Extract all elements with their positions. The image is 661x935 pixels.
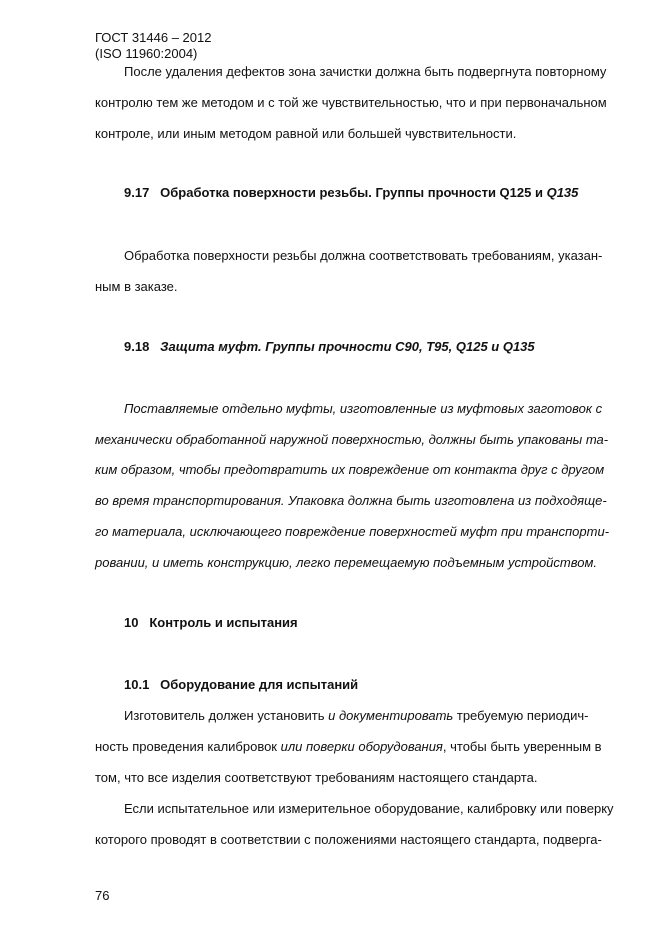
heading-9-18 xyxy=(124,339,535,355)
s918-line-5: го материала, исключающего повреждение поверхностей муфт при транспорти- xyxy=(95,524,610,539)
s101-p1-line-2-italic: или поверки оборудования xyxy=(280,739,443,754)
heading-10-number: 10 xyxy=(124,615,139,630)
s101-p1-line-1-italic: и документировать xyxy=(328,708,454,723)
heading-10-title: Контроль и испытания xyxy=(149,615,298,630)
intro-line-3: контроле, или иным методом равной или большей чувствительности. xyxy=(95,126,517,141)
heading-9-18-number: 9.18 xyxy=(124,339,150,354)
s101-p1-line-2 xyxy=(95,739,602,755)
s918-line-2: механически обработанной наружной поверхностью, должны быть упакованы та- xyxy=(95,432,609,447)
s917-line-1: Обработка поверхности резьбы должна соответствовать требованиям, указан- xyxy=(124,248,603,263)
s101-p1-line-1-c: требуемую периодич- xyxy=(453,708,589,723)
header-standard: ГОСТ 31446 – 2012 xyxy=(95,30,212,45)
heading-9-18-title: Защита муфт. Группы прочности С90, Т95, Q125 и Q135 xyxy=(160,339,535,354)
heading-9-17-title-italic: Q135 xyxy=(546,185,579,200)
s101-p1-line-1 xyxy=(124,708,588,724)
heading-10 xyxy=(124,615,298,631)
s918-line-4: во время транспортирования. Упаковка должна быть изготовлена из подходяще- xyxy=(95,493,607,508)
s918-line-3: ким образом, чтобы предотвратить их повреждение от контакта друг с другом xyxy=(95,462,605,477)
heading-9-17-number: 9.17 xyxy=(124,185,150,200)
s918-line-1: Поставляемые отдельно муфты, изготовленные из муфтовых заготовок с xyxy=(124,401,603,416)
heading-9-17 xyxy=(124,185,578,201)
s101-p1-line-2-a: ность проведения калибровок xyxy=(95,739,281,754)
header-iso: (ISO 11960:2004) xyxy=(95,46,198,61)
s101-p2-line-2: которого проводят в соответствии с положениями настоящего стандарта, подверга- xyxy=(95,832,602,847)
s101-p1-line-3: том, что все изделия соответствуют требованиям настоящего стандарта. xyxy=(95,770,538,785)
s101-p2-line-1: Если испытательное или измерительное оборудование, калибровку или поверку xyxy=(124,801,614,816)
s918-line-6: ровании, и иметь конструкцию, легко перемещаемую подъемным устройством. xyxy=(95,555,597,570)
s101-p1-line-1-a: Изготовитель должен установить xyxy=(124,708,329,723)
page-number: 76 xyxy=(95,888,110,903)
heading-9-17-title: Обработка поверхности резьбы. Группы прочности Q125 и xyxy=(160,185,547,200)
heading-10-1-title: Оборудование для испытаний xyxy=(160,677,359,692)
s101-p1-line-2-c: , чтобы быть уверенным в xyxy=(442,739,602,754)
intro-line-1: После удаления дефектов зона зачистки должна быть подвергнута повторному xyxy=(124,64,607,79)
heading-10-1-number: 10.1 xyxy=(124,677,150,692)
heading-10-1 xyxy=(124,677,358,693)
intro-line-2: контролю тем же методом и с той же чувствительностью, что и при первоначальном xyxy=(95,95,607,110)
s917-line-2: ным в заказе. xyxy=(95,279,178,294)
